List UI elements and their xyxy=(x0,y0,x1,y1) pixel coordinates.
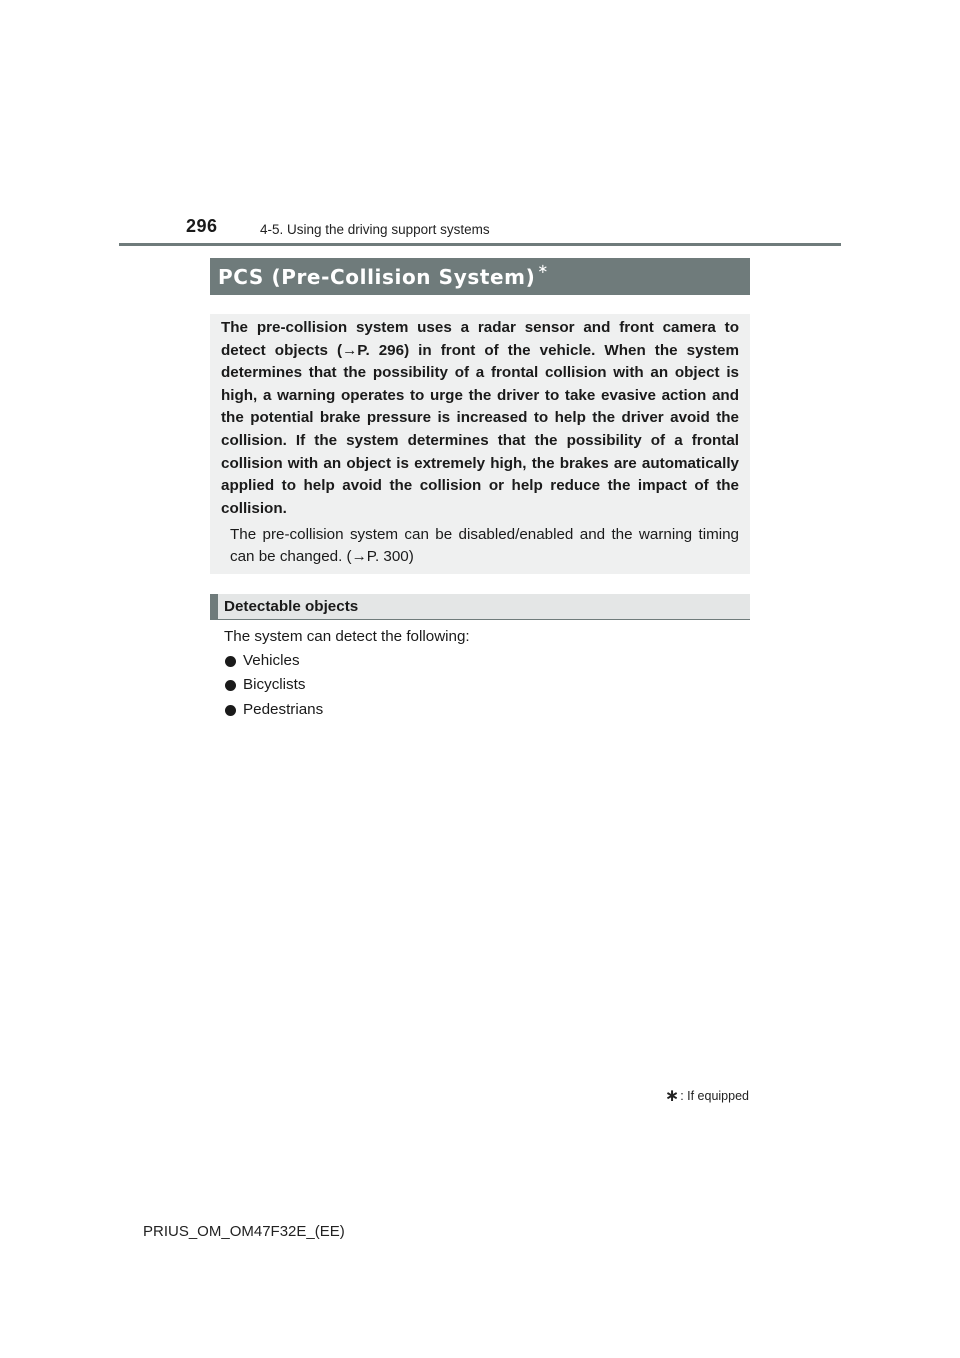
footnote-marker: ∗ xyxy=(664,1086,680,1105)
header-divider xyxy=(119,243,841,246)
page-number: 296 xyxy=(186,216,218,236)
if-equipped-marker: ∗ xyxy=(537,260,549,276)
detectable-list xyxy=(224,649,323,722)
intro-summary: The pre-collision system uses a radar sensor and front camera to detect objects (→P. 296) in front of the vehicle. When the system determines that the possibility of a frontal collision with an object is high, a warning operates to urge the driver to take evasive action and the potential brake pressure is increased to help the driver avoid the collision. If the system determines that the possibility of a frontal collision with an object is extremely high, the brakes are automatically applied to help avoid the collision or help reduce the impact of the collision. xyxy=(221,319,739,517)
intro-note: The pre-collision system can be disabled/enabled and the warning timing can be changed. (→P. 300) xyxy=(230,526,739,566)
list-item-label: Pedestrians xyxy=(243,700,324,718)
page-title: PCS (Pre-Collision System) xyxy=(218,264,536,289)
list-item xyxy=(224,673,323,697)
footnote-text: : If equipped xyxy=(680,1089,749,1103)
page-title-bar xyxy=(210,258,750,295)
bullet-icon xyxy=(225,705,236,716)
subheading-text: Detectable objects xyxy=(224,598,359,615)
bullet-icon xyxy=(225,680,236,691)
footnote xyxy=(665,1086,749,1106)
document-id: PRIUS_OM_OM47F32E_(EE) xyxy=(143,1223,345,1240)
detectable-objects-heading xyxy=(210,594,750,620)
section-title: 4-5. Using the driving support systems xyxy=(260,222,490,237)
detectable-lead: The system can detect the following: xyxy=(224,628,470,645)
list-item-label: Vehicles xyxy=(243,652,300,669)
bullet-icon xyxy=(225,656,236,667)
list-item xyxy=(224,698,323,722)
list-item-label: Bicyclists xyxy=(243,676,306,694)
list-item xyxy=(224,649,323,673)
intro-box xyxy=(210,314,750,574)
